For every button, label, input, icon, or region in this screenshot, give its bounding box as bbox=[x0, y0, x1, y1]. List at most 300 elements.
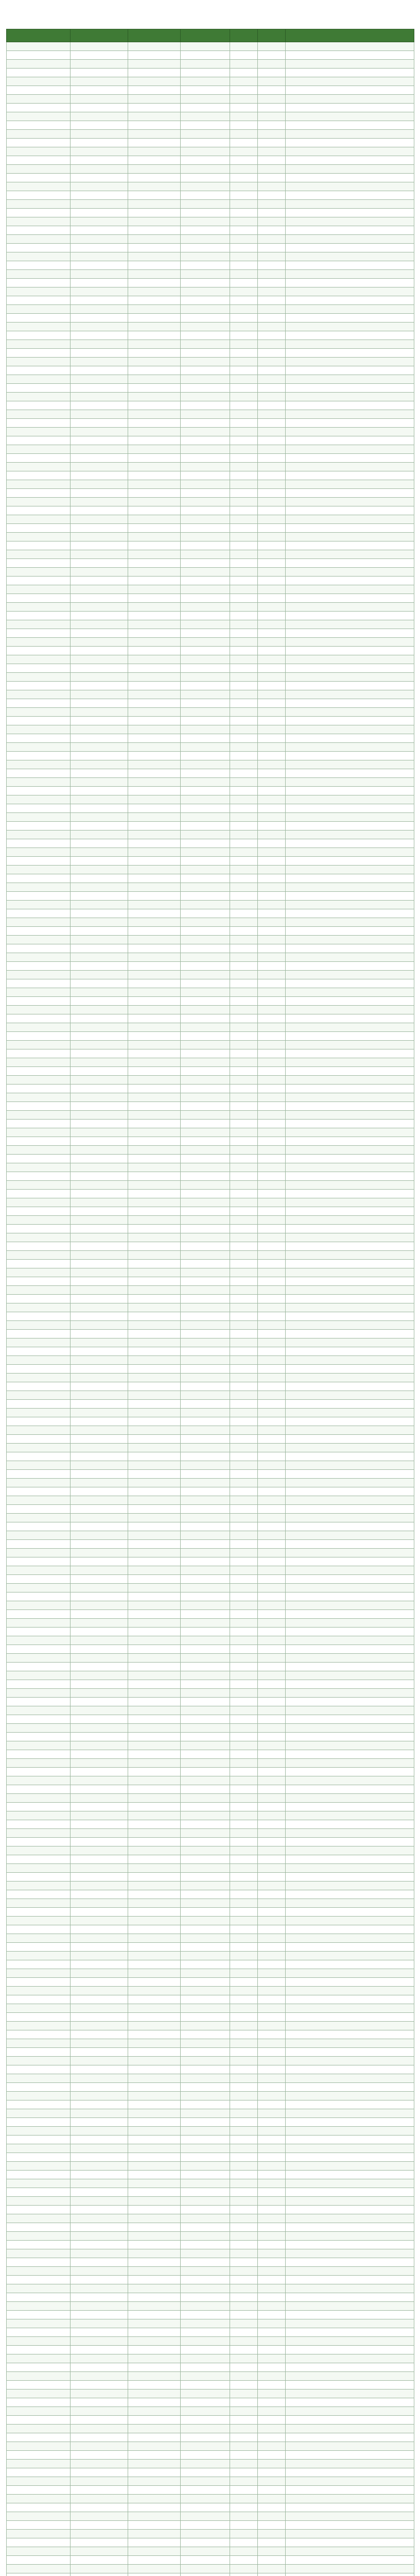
table-row bbox=[7, 1242, 414, 1251]
table-cell bbox=[181, 1890, 230, 1899]
table-cell bbox=[181, 1400, 230, 1409]
table-cell bbox=[230, 428, 258, 436]
table-cell bbox=[7, 743, 71, 752]
table-cell bbox=[71, 1785, 128, 1794]
table-cell bbox=[286, 349, 414, 358]
table-cell bbox=[7, 1268, 71, 1277]
table-cell bbox=[181, 1207, 230, 1216]
table-cell bbox=[7, 1023, 71, 1032]
table-cell bbox=[128, 804, 181, 813]
table-cell bbox=[7, 1225, 71, 1233]
table-cell bbox=[286, 69, 414, 77]
table-cell bbox=[286, 1084, 414, 1093]
table-cell bbox=[258, 2179, 286, 2188]
table-cell bbox=[286, 708, 414, 717]
table-row bbox=[7, 1137, 414, 1146]
table-row bbox=[7, 936, 414, 944]
table-cell bbox=[286, 2030, 414, 2039]
table-cell bbox=[181, 498, 230, 506]
table-cell bbox=[128, 2136, 181, 2144]
table-cell bbox=[286, 664, 414, 673]
table-cell bbox=[258, 1759, 286, 1768]
table-cell bbox=[71, 1470, 128, 1479]
table-cell bbox=[7, 209, 71, 217]
table-cell bbox=[71, 2284, 128, 2293]
table-cell bbox=[181, 506, 230, 515]
table-cell bbox=[128, 2109, 181, 2118]
table-cell bbox=[7, 1216, 71, 1225]
table-cell bbox=[7, 1242, 71, 1251]
table-cell bbox=[71, 2460, 128, 2468]
table-cell bbox=[71, 340, 128, 349]
table-cell bbox=[181, 1093, 230, 1102]
table-cell bbox=[181, 1794, 230, 1803]
table-row bbox=[7, 2530, 414, 2538]
table-cell bbox=[71, 165, 128, 174]
table-row bbox=[7, 647, 414, 655]
table-cell bbox=[128, 664, 181, 673]
table-cell bbox=[181, 2451, 230, 2460]
table-cell bbox=[258, 480, 286, 489]
table-cell bbox=[286, 2521, 414, 2530]
table-cell bbox=[286, 1838, 414, 1846]
table-row bbox=[7, 568, 414, 577]
table-cell bbox=[181, 104, 230, 112]
table-cell bbox=[181, 901, 230, 909]
table-cell bbox=[128, 112, 181, 121]
table-cell bbox=[128, 506, 181, 515]
table-cell bbox=[258, 901, 286, 909]
table-cell bbox=[258, 1540, 286, 1549]
table-cell bbox=[230, 831, 258, 839]
table-cell bbox=[128, 2486, 181, 2495]
table-cell bbox=[128, 1873, 181, 1882]
table-cell bbox=[258, 2293, 286, 2302]
table-cell bbox=[7, 200, 71, 209]
table-cell bbox=[7, 1338, 71, 1347]
table-cell bbox=[128, 2477, 181, 2486]
table-cell bbox=[230, 2416, 258, 2425]
table-cell bbox=[181, 366, 230, 375]
table-cell bbox=[7, 1969, 71, 1978]
table-cell bbox=[258, 42, 286, 51]
table-cell bbox=[7, 428, 71, 436]
table-cell bbox=[71, 2258, 128, 2267]
table-cell bbox=[230, 2118, 258, 2127]
table-cell bbox=[258, 2302, 286, 2311]
table-cell bbox=[258, 760, 286, 769]
table-cell bbox=[181, 1776, 230, 1785]
table-cell bbox=[286, 2565, 414, 2573]
table-cell bbox=[181, 165, 230, 174]
table-cell bbox=[128, 1575, 181, 1584]
table-cell bbox=[181, 1014, 230, 1023]
table-cell bbox=[128, 1663, 181, 1671]
table-cell bbox=[71, 1190, 128, 1198]
table-cell bbox=[7, 1873, 71, 1882]
table-cell bbox=[258, 279, 286, 287]
table-row bbox=[7, 1435, 414, 1444]
table-cell bbox=[7, 393, 71, 401]
table-cell bbox=[71, 1733, 128, 1741]
table-cell bbox=[7, 1041, 71, 1049]
table-cell bbox=[230, 261, 258, 270]
table-cell bbox=[128, 2144, 181, 2153]
table-cell bbox=[181, 121, 230, 130]
table-cell bbox=[7, 1452, 71, 1461]
table-cell bbox=[258, 2565, 286, 2573]
table-cell bbox=[128, 1435, 181, 1444]
table-row bbox=[7, 2153, 414, 2162]
table-cell bbox=[258, 235, 286, 244]
table-cell bbox=[286, 279, 414, 287]
table-cell bbox=[71, 235, 128, 244]
table-cell bbox=[258, 2311, 286, 2319]
table-row bbox=[7, 515, 414, 524]
table-cell bbox=[7, 1663, 71, 1671]
table-cell bbox=[71, 2004, 128, 2013]
table-cell bbox=[181, 979, 230, 988]
table-cell bbox=[7, 2100, 71, 2109]
table-cell bbox=[181, 1137, 230, 1146]
table-cell bbox=[258, 1225, 286, 1233]
table-row bbox=[7, 366, 414, 375]
table-row bbox=[7, 2556, 414, 2565]
table-cell bbox=[258, 1654, 286, 1663]
table-row bbox=[7, 1374, 414, 1382]
table-cell bbox=[181, 1426, 230, 1435]
table-cell bbox=[258, 305, 286, 314]
table-cell bbox=[258, 655, 286, 664]
table-cell bbox=[286, 305, 414, 314]
table-cell bbox=[71, 2127, 128, 2136]
table-cell bbox=[71, 2206, 128, 2214]
table-cell bbox=[258, 1645, 286, 1654]
table-cell bbox=[181, 1873, 230, 1882]
table-cell bbox=[71, 2311, 128, 2319]
table-cell bbox=[258, 1356, 286, 1365]
table-cell bbox=[128, 1724, 181, 1733]
table-cell bbox=[258, 515, 286, 524]
table-row bbox=[7, 1636, 414, 1645]
table-cell bbox=[7, 1032, 71, 1041]
table-cell bbox=[230, 1146, 258, 1155]
table-cell bbox=[230, 2354, 258, 2363]
table-cell bbox=[286, 1619, 414, 1628]
table-cell bbox=[181, 647, 230, 655]
table-cell bbox=[181, 734, 230, 743]
table-row bbox=[7, 2004, 414, 2013]
table-cell bbox=[230, 1680, 258, 1689]
table-row bbox=[7, 489, 414, 498]
table-cell bbox=[181, 1321, 230, 1330]
table-cell bbox=[230, 1610, 258, 1619]
table-row bbox=[7, 612, 414, 620]
table-cell bbox=[258, 209, 286, 217]
table-cell bbox=[128, 936, 181, 944]
table-cell bbox=[71, 1295, 128, 1303]
table-cell bbox=[71, 95, 128, 104]
table-cell bbox=[71, 1759, 128, 1768]
table-cell bbox=[258, 673, 286, 682]
table-cell bbox=[71, 1242, 128, 1251]
table-cell bbox=[181, 1803, 230, 1811]
table-cell bbox=[258, 1724, 286, 1733]
table-cell bbox=[71, 577, 128, 585]
table-cell bbox=[286, 428, 414, 436]
table-cell bbox=[230, 2057, 258, 2065]
table-cell bbox=[286, 839, 414, 848]
table-cell bbox=[286, 1995, 414, 2004]
table-cell bbox=[286, 1873, 414, 1882]
table-cell bbox=[128, 305, 181, 314]
table-cell bbox=[71, 2013, 128, 2022]
table-cell bbox=[258, 1698, 286, 1706]
table-row bbox=[7, 401, 414, 410]
table-cell bbox=[286, 2100, 414, 2109]
table-cell bbox=[181, 1146, 230, 1155]
table-cell bbox=[7, 2109, 71, 2118]
table-cell bbox=[258, 2425, 286, 2433]
table-cell bbox=[181, 2328, 230, 2337]
table-cell bbox=[128, 1557, 181, 1566]
table-cell bbox=[71, 1111, 128, 1120]
table-cell bbox=[230, 252, 258, 261]
table-row bbox=[7, 375, 414, 384]
table-cell bbox=[230, 1934, 258, 1943]
table-cell bbox=[286, 1908, 414, 1917]
table-row bbox=[7, 349, 414, 358]
table-cell bbox=[286, 629, 414, 638]
table-cell bbox=[71, 1479, 128, 1487]
table-cell bbox=[258, 2022, 286, 2030]
table-cell bbox=[71, 191, 128, 200]
table-row bbox=[7, 2057, 414, 2065]
table-row bbox=[7, 1540, 414, 1549]
table-cell bbox=[7, 121, 71, 130]
table-cell bbox=[230, 305, 258, 314]
table-cell bbox=[71, 1216, 128, 1225]
table-cell bbox=[7, 2258, 71, 2267]
table-cell bbox=[230, 1470, 258, 1479]
table-cell bbox=[128, 568, 181, 577]
table-cell bbox=[128, 2162, 181, 2171]
table-row bbox=[7, 1514, 414, 1522]
table-cell bbox=[230, 883, 258, 892]
table-cell bbox=[230, 1120, 258, 1128]
table-cell bbox=[286, 533, 414, 541]
table-cell bbox=[128, 1032, 181, 1041]
table-cell bbox=[7, 1479, 71, 1487]
table-row bbox=[7, 1899, 414, 1908]
table-cell bbox=[128, 2416, 181, 2425]
table-cell bbox=[286, 1514, 414, 1522]
table-row bbox=[7, 121, 414, 130]
table-cell bbox=[181, 568, 230, 577]
table-cell bbox=[7, 962, 71, 971]
table-cell bbox=[7, 1715, 71, 1724]
table-cell bbox=[286, 699, 414, 708]
table-cell bbox=[286, 86, 414, 95]
table-cell bbox=[7, 2442, 71, 2451]
table-row bbox=[7, 760, 414, 769]
table-cell bbox=[230, 1540, 258, 1549]
table-cell bbox=[71, 1917, 128, 1925]
table-cell bbox=[258, 2241, 286, 2249]
table-cell bbox=[71, 2214, 128, 2223]
table-cell bbox=[71, 2083, 128, 2092]
table-cell bbox=[181, 550, 230, 559]
table-cell bbox=[230, 1995, 258, 2004]
table-row bbox=[7, 1592, 414, 1601]
table-cell bbox=[258, 708, 286, 717]
table-cell bbox=[128, 2083, 181, 2092]
table-row bbox=[7, 1198, 414, 1207]
table-cell bbox=[7, 480, 71, 489]
table-cell bbox=[71, 1041, 128, 1049]
table-cell bbox=[286, 1435, 414, 1444]
table-cell bbox=[128, 1531, 181, 1540]
table-cell bbox=[230, 612, 258, 620]
table-cell bbox=[230, 568, 258, 577]
table-cell bbox=[230, 1671, 258, 1680]
table-cell bbox=[128, 2276, 181, 2284]
table-row bbox=[7, 541, 414, 550]
table-cell bbox=[258, 1084, 286, 1093]
table-cell bbox=[71, 1820, 128, 1829]
table-cell bbox=[128, 2065, 181, 2074]
table-row bbox=[7, 1654, 414, 1663]
table-row bbox=[7, 104, 414, 112]
table-cell bbox=[258, 428, 286, 436]
table-cell bbox=[71, 1260, 128, 1268]
table-cell bbox=[7, 699, 71, 708]
table-cell bbox=[181, 1435, 230, 1444]
table-cell bbox=[286, 813, 414, 822]
table-cell bbox=[258, 629, 286, 638]
table-cell bbox=[71, 1146, 128, 1155]
table-cell bbox=[230, 1899, 258, 1908]
table-row bbox=[7, 235, 414, 244]
table-row bbox=[7, 1706, 414, 1715]
table-cell bbox=[181, 2206, 230, 2214]
table-cell bbox=[7, 971, 71, 979]
table-cell bbox=[71, 655, 128, 664]
table-cell bbox=[230, 1566, 258, 1575]
table-cell bbox=[230, 1067, 258, 1076]
table-row bbox=[7, 1461, 414, 1470]
table-cell bbox=[258, 2144, 286, 2153]
table-cell bbox=[181, 629, 230, 638]
table-cell bbox=[71, 244, 128, 252]
table-cell bbox=[286, 2232, 414, 2241]
table-cell bbox=[128, 848, 181, 857]
table-cell bbox=[181, 1181, 230, 1190]
table-row bbox=[7, 2083, 414, 2092]
table-cell bbox=[181, 682, 230, 690]
table-cell bbox=[230, 1058, 258, 1067]
table-cell bbox=[71, 393, 128, 401]
table-cell bbox=[128, 1978, 181, 1987]
table-cell bbox=[286, 1925, 414, 1934]
table-cell bbox=[286, 2022, 414, 2030]
table-cell bbox=[181, 1067, 230, 1076]
table-cell bbox=[286, 1531, 414, 1540]
table-cell bbox=[230, 1969, 258, 1978]
table-cell bbox=[286, 2153, 414, 2162]
table-cell bbox=[71, 2328, 128, 2337]
table-cell bbox=[258, 1995, 286, 2004]
table-cell bbox=[286, 2057, 414, 2065]
table-row bbox=[7, 2100, 414, 2109]
table-row bbox=[7, 1093, 414, 1102]
table-cell bbox=[128, 2328, 181, 2337]
table-cell bbox=[71, 988, 128, 997]
table-cell bbox=[7, 489, 71, 498]
table-cell bbox=[230, 936, 258, 944]
table-cell bbox=[7, 664, 71, 673]
table-cell bbox=[230, 69, 258, 77]
table-row bbox=[7, 217, 414, 226]
table-cell bbox=[128, 1190, 181, 1198]
table-cell bbox=[7, 1181, 71, 1190]
table-cell bbox=[181, 1409, 230, 1417]
table-cell bbox=[181, 1260, 230, 1268]
table-cell bbox=[230, 2022, 258, 2030]
table-cell bbox=[258, 1890, 286, 1899]
table-cell bbox=[258, 2319, 286, 2328]
table-cell bbox=[258, 366, 286, 375]
table-cell bbox=[286, 1023, 414, 1032]
table-cell bbox=[258, 1049, 286, 1058]
table-cell bbox=[128, 1356, 181, 1365]
table-cell bbox=[7, 384, 71, 393]
table-cell bbox=[7, 2319, 71, 2328]
table-cell bbox=[128, 1680, 181, 1689]
table-cell bbox=[7, 2188, 71, 2197]
table-cell bbox=[286, 1811, 414, 1820]
table-cell bbox=[181, 1295, 230, 1303]
table-cell bbox=[286, 1382, 414, 1391]
table-row bbox=[7, 1155, 414, 1163]
table-cell bbox=[258, 1557, 286, 1566]
table-cell bbox=[181, 2065, 230, 2074]
table-row bbox=[7, 866, 414, 874]
table-cell bbox=[181, 1461, 230, 1470]
table-cell bbox=[286, 1575, 414, 1584]
table-cell bbox=[71, 962, 128, 971]
table-cell bbox=[258, 1076, 286, 1084]
table-cell bbox=[128, 1882, 181, 1890]
table-cell bbox=[230, 2337, 258, 2346]
table-row bbox=[7, 1400, 414, 1409]
table-row bbox=[7, 1680, 414, 1689]
table-body bbox=[7, 42, 414, 2576]
table-row bbox=[7, 1960, 414, 1969]
table-cell bbox=[286, 1067, 414, 1076]
table-cell bbox=[230, 822, 258, 831]
table-cell bbox=[181, 743, 230, 752]
table-cell bbox=[71, 541, 128, 550]
table-cell bbox=[286, 2354, 414, 2363]
table-cell bbox=[286, 2092, 414, 2100]
table-cell bbox=[286, 471, 414, 480]
table-cell bbox=[258, 2109, 286, 2118]
table-cell bbox=[71, 682, 128, 690]
table-cell bbox=[230, 130, 258, 139]
table-cell bbox=[286, 857, 414, 866]
table-cell bbox=[258, 1163, 286, 1172]
